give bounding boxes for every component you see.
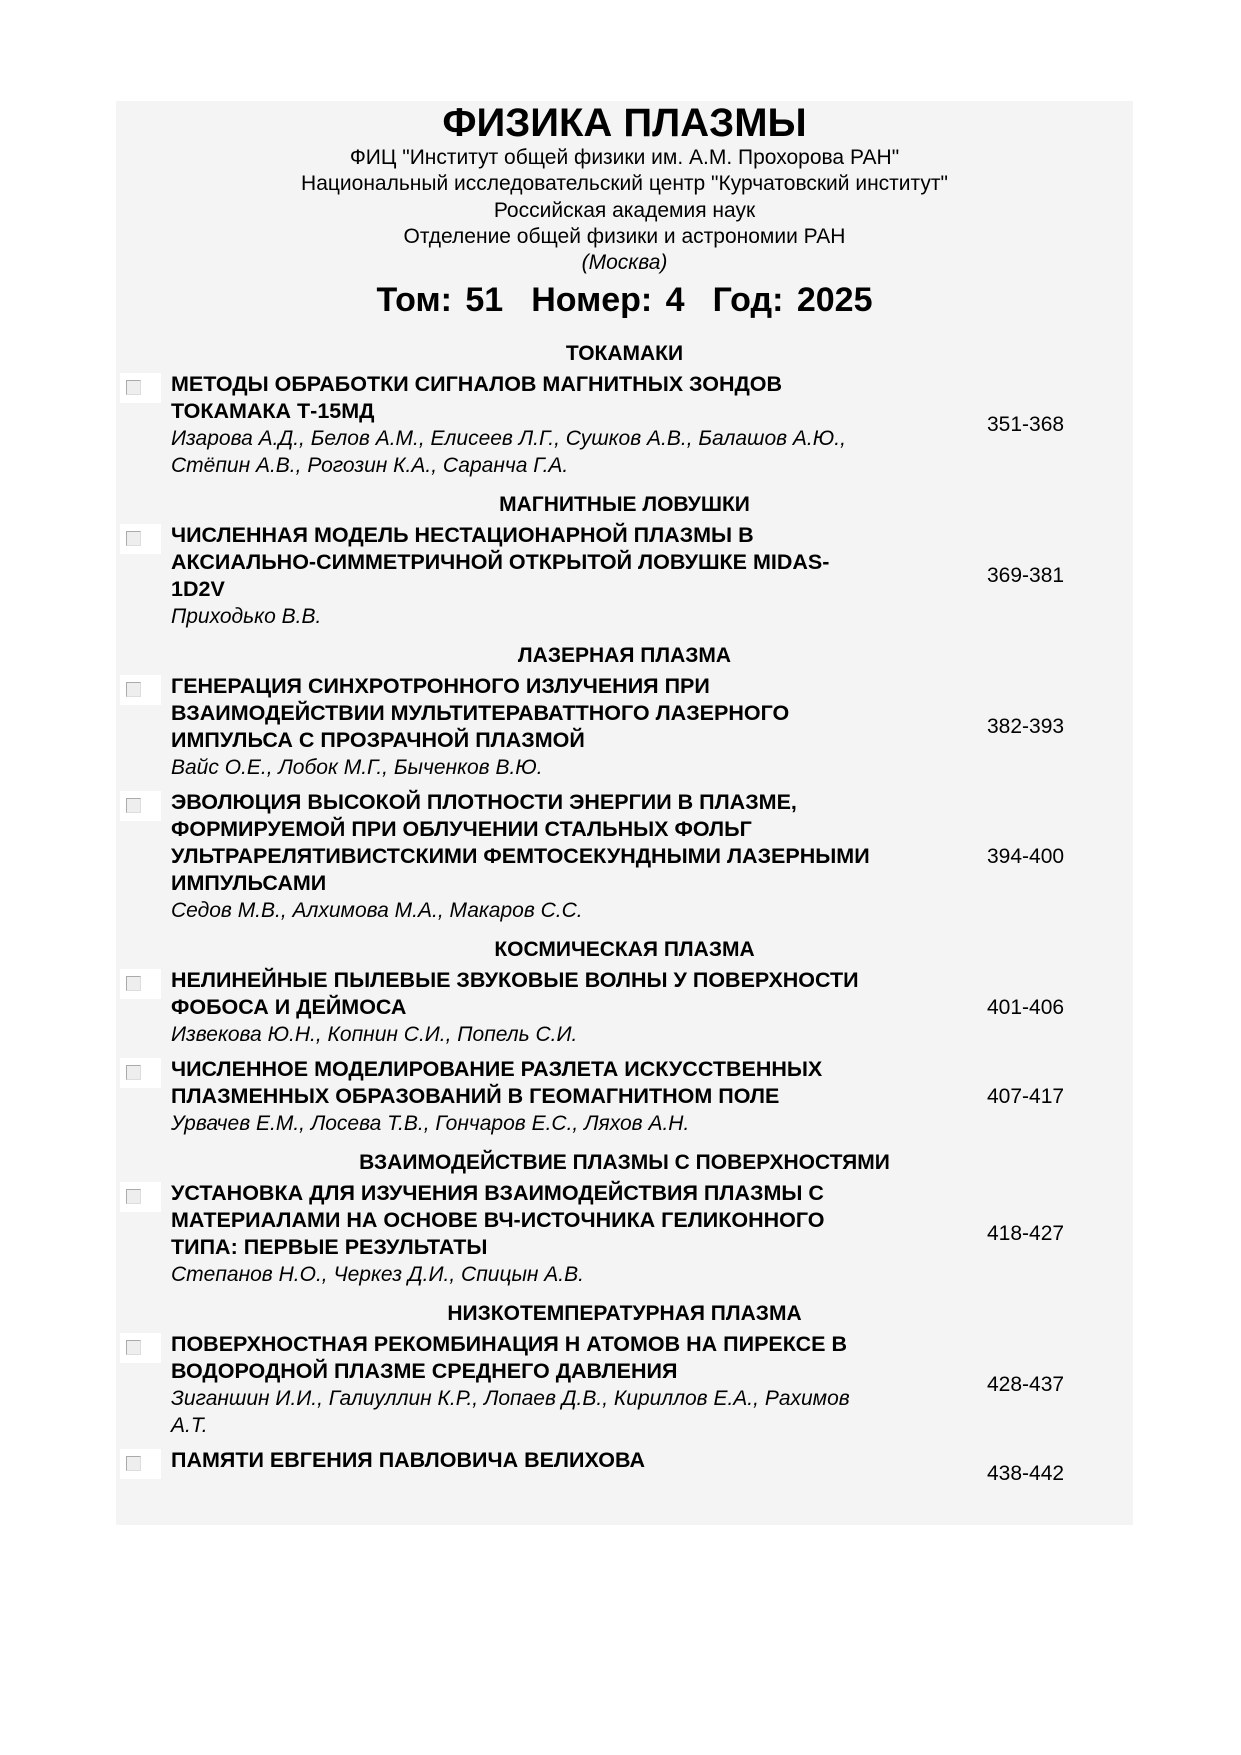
article-title[interactable]: ЧИСЛЕННАЯ МОДЕЛЬ НЕСТАЦИОНАРНОЙ ПЛАЗМЫ В АКСИАЛЬНО-СИММЕТРИЧНОЙ ОТКРЫТОЙ ЛОВУШКЕ MIDAS- 1D2V bbox=[171, 523, 830, 601]
section-heading: ТОКАМАКИ bbox=[565, 342, 684, 365]
article-text bbox=[171, 1447, 961, 1501]
article-authors: Приходько В.В. bbox=[171, 605, 322, 628]
article-checkbox[interactable] bbox=[120, 1182, 161, 1212]
article-row bbox=[116, 1056, 1133, 1145]
section-heading: ВЗАИМОДЕЙСТВИЕ ПЛАЗМЫ С ПОВЕРХНОСТЯМИ bbox=[359, 1151, 890, 1174]
article-authors: Степанов Н.О., Черкез Д.И., Спицын А.В. bbox=[171, 1263, 584, 1286]
article-title[interactable]: ЭВОЛЮЦИЯ ВЫСОКОЙ ПЛОТНОСТИ ЭНЕРГИИ В ПЛАЗМЕ, ФОРМИРУЕМОЙ ПРИ ОБЛУЧЕНИИ СТАЛЬНЫХ ФОЛЬГ УЛЬТРАРЕЛЯТИВИСТСКИМИ ФЕМТОСЕКУНДНЫМИ ЛАЗЕРНЫМИ ИМПУЛЬСАМИ bbox=[171, 790, 870, 895]
article-title[interactable]: МЕТОДЫ ОБРАБОТКИ СИГНАЛОВ МАГНИТНЫХ ЗОНДОВ ТОКАМАКА Т-15МД bbox=[171, 372, 783, 423]
article-pages: 401-406 bbox=[987, 995, 1065, 1019]
article-pages: 418-427 bbox=[987, 1222, 1065, 1245]
article-row bbox=[116, 1331, 1133, 1447]
journal-title: ФИЗИКА ПЛАЗМЫ bbox=[442, 101, 807, 145]
article-row bbox=[116, 371, 1133, 487]
volume: Том: 51 bbox=[376, 281, 504, 319]
article-checkbox[interactable] bbox=[120, 1449, 161, 1479]
checkbox-icon bbox=[126, 976, 141, 991]
article-pages: 438-442 bbox=[987, 1462, 1065, 1485]
table-of-contents bbox=[116, 336, 1133, 1509]
article-pages: 351-368 bbox=[987, 413, 1065, 436]
article-checkbox[interactable] bbox=[120, 1058, 161, 1088]
article-pages: 394-400 bbox=[987, 844, 1065, 868]
publisher-2: Национальный исследовательский центр "Курчатовский институт" bbox=[301, 172, 948, 195]
article-text bbox=[171, 371, 961, 479]
article-text bbox=[171, 1180, 961, 1288]
article-title[interactable]: УСТАНОВКА ДЛЯ ИЗУЧЕНИЯ ВЗАИМОДЕЙСТВИЯ ПЛАЗМЫ С МАТЕРИАЛАМИ НА ОСНОВЕ ВЧ-ИСТОЧНИКА ГЕЛИКОННОГО ТИПА: ПЕРВЫЕ РЕЗУЛЬТАТЫ bbox=[171, 1181, 825, 1259]
article-row bbox=[116, 673, 1133, 789]
checkbox-icon bbox=[126, 1189, 141, 1204]
article-text bbox=[171, 673, 961, 781]
publisher-1: ФИЦ "Институт общей физики им. А.М. Прохорова РАН" bbox=[349, 146, 900, 169]
checkbox-icon bbox=[126, 380, 141, 395]
city: (Москва) bbox=[581, 251, 668, 274]
article-checkbox[interactable] bbox=[120, 791, 161, 821]
article-text bbox=[171, 1331, 961, 1439]
article-row bbox=[116, 789, 1133, 932]
article-checkbox[interactable] bbox=[120, 675, 161, 705]
checkbox-icon bbox=[126, 798, 141, 813]
article-text bbox=[171, 967, 961, 1048]
article-authors: Урвачев Е.М., Лосева Т.В., Гончаров Е.С., Ляхов А.Н. bbox=[171, 1112, 690, 1135]
article-pages: 382-393 bbox=[987, 715, 1065, 738]
number: Номер: 4 bbox=[531, 281, 685, 319]
publisher-4: Отделение общей физики и астрономии РАН bbox=[403, 225, 846, 248]
section-heading: МАГНИТНЫЕ ЛОВУШКИ bbox=[499, 493, 750, 516]
checkbox-icon bbox=[126, 1456, 141, 1471]
article-title[interactable]: ЧИСЛЕННОЕ МОДЕЛИРОВАНИЕ РАЗЛЕТА ИСКУССТВЕННЫХ ПЛАЗМЕННЫХ ОБРАЗОВАНИЙ В ГЕОМАГНИТНОМ ПОЛЕ bbox=[171, 1057, 823, 1108]
article-pages: 369-381 bbox=[987, 564, 1065, 587]
article-title[interactable]: ПАМЯТИ ЕВГЕНИЯ ПАВЛОВИЧА ВЕЛИХОВА bbox=[171, 1448, 645, 1472]
article-authors: Зиганшин И.И., Галиуллин К.Р., Лопаев Д.В., Кириллов Е.А., Рахимов А.Т. bbox=[171, 1387, 850, 1437]
article-authors: Седов М.В., Алхимова М.А., Макаров С.С. bbox=[171, 899, 583, 922]
article-pages: 428-437 bbox=[987, 1373, 1065, 1396]
publisher-3: Российская академия наук bbox=[493, 199, 756, 222]
article-title[interactable]: ПОВЕРХНОСТНАЯ РЕКОМБИНАЦИЯ H АТОМОВ НА ПИРЕКСЕ В ВОДОРОДНОЙ ПЛАЗМЕ СРЕДНЕГО ДАВЛЕНИЯ bbox=[171, 1332, 847, 1383]
article-row bbox=[116, 522, 1133, 638]
article-checkbox[interactable] bbox=[120, 524, 161, 554]
article-text bbox=[171, 522, 961, 630]
article-title[interactable]: ГЕНЕРАЦИЯ СИНХРОТРОННОГО ИЗЛУЧЕНИЯ ПРИ ВЗАИМОДЕЙСТВИИ МУЛЬТИТЕРАВАТТНОГО ЛАЗЕРНОГО ИМПУЛЬСА С ПРОЗРАЧНОЙ ПЛАЗМОЙ bbox=[171, 674, 790, 752]
section-heading: ЛАЗЕРНАЯ ПЛАЗМА bbox=[517, 644, 732, 667]
article-text bbox=[171, 789, 961, 924]
article-text bbox=[171, 1056, 961, 1137]
article-authors: Изарова А.Д., Белов А.М., Елисеев Л.Г., Сушков А.В., Балашов А.Ю., Стёпин А.В., Рогозин К.А., Саранча Г.А. bbox=[171, 427, 846, 477]
article-authors: Вайс О.Е., Лобок М.Г., Быченков В.Ю. bbox=[171, 756, 543, 779]
article-row bbox=[116, 1180, 1133, 1296]
section-heading: КОСМИЧЕСКАЯ ПЛАЗМА bbox=[494, 938, 755, 961]
checkbox-icon bbox=[126, 1340, 141, 1355]
checkbox-icon bbox=[126, 531, 141, 546]
article-pages: 407-417 bbox=[987, 1084, 1065, 1108]
checkbox-icon bbox=[126, 682, 141, 697]
issue-line bbox=[116, 280, 1133, 320]
section-heading: НИЗКОТЕМПЕРАТУРНАЯ ПЛАЗМА bbox=[447, 1302, 802, 1325]
article-checkbox[interactable] bbox=[120, 969, 161, 999]
year: Год: 2025 bbox=[712, 281, 873, 319]
article-title[interactable]: НЕЛИНЕЙНЫЕ ПЫЛЕВЫЕ ЗВУКОВЫЕ ВОЛНЫ У ПОВЕРХНОСТИ ФОБОСА И ДЕЙМОСА bbox=[171, 968, 859, 1019]
article-row bbox=[116, 967, 1133, 1056]
spacer bbox=[171, 1474, 961, 1501]
article-checkbox[interactable] bbox=[120, 1333, 161, 1363]
article-checkbox[interactable] bbox=[120, 373, 161, 403]
checkbox-icon bbox=[126, 1065, 141, 1080]
article-authors: Извекова Ю.Н., Копнин С.И., Попель С.И. bbox=[171, 1023, 578, 1046]
article-row bbox=[116, 1447, 1133, 1509]
